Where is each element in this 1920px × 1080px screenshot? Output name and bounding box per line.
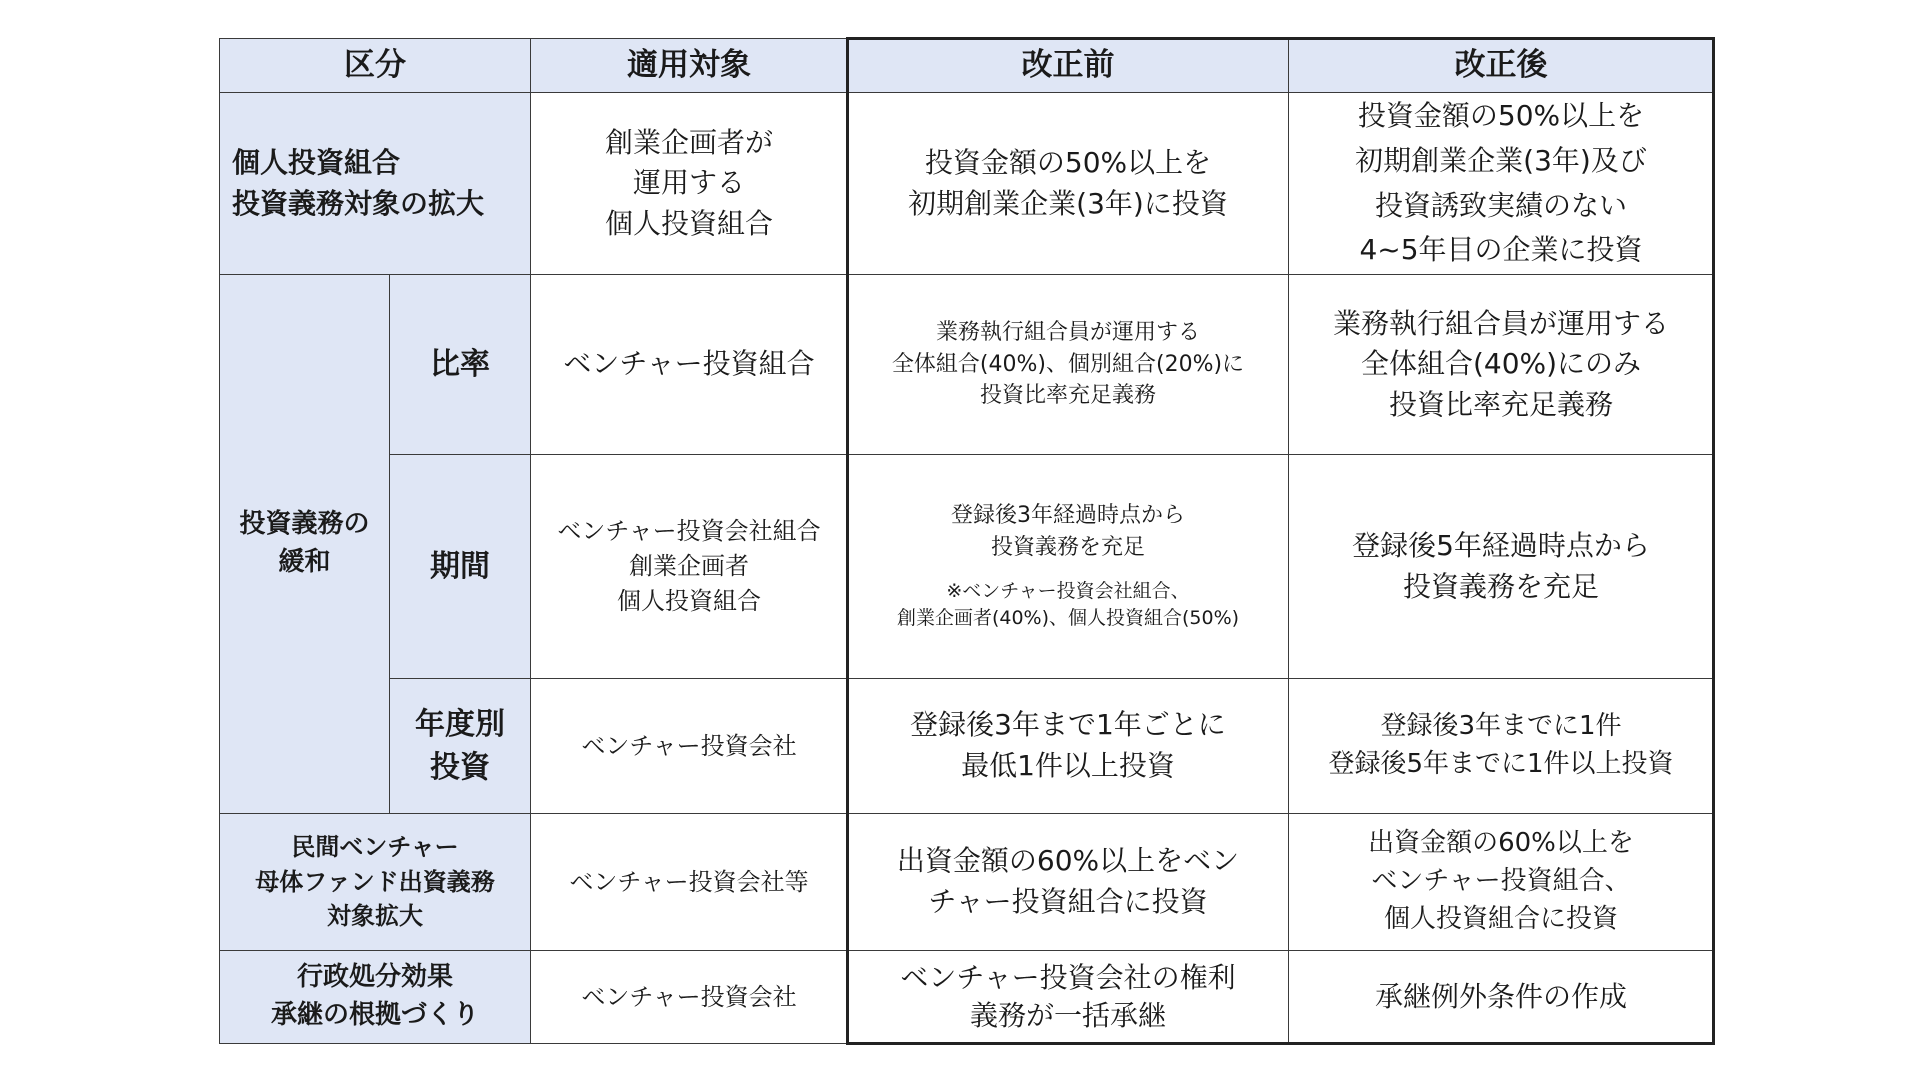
after-period: 登録後5年経過時点から 投資義務を充足 [1288, 454, 1714, 679]
after-private: 出資金額の60%以上を ベンチャー投資組合、 個人投資組合に投資 [1288, 813, 1714, 951]
row-label-individual: 個人投資組合 投資義務対象の拡大 [219, 92, 531, 275]
row-label-admin: 行政処分効果 承継の根拠づくり [219, 950, 531, 1044]
before-annual: 登録後3年まで1年ごとに 最低1件以上投資 [847, 678, 1289, 814]
before-ratio: 業務執行組合員が運用する 全体組合(40%)、個別組合(20%)に 投資比率充足義務 [847, 274, 1289, 455]
header-target: 適用対象 [530, 38, 848, 93]
before-private: 出資金額の60%以上をベン チャー投資組合に投資 [847, 813, 1289, 951]
target-annual: ベンチャー投資会社 [530, 678, 848, 814]
before-period: 登録後3年経過時点から 投資義務を充足 ※ベンチャー投資会社組合、 創業企画者(40%)、個人投資組合(50%) [847, 454, 1289, 679]
after-ratio: 業務執行組合員が運用する 全体組合(40%)にのみ 投資比率充足義務 [1288, 274, 1714, 455]
after-individual: 投資金額の50%以上を 初期創業企業(3年)及び 投資誘致実績のない 4~5年目の企業に投資 [1288, 92, 1714, 275]
before-individual: 投資金額の50%以上を 初期創業企業(3年)に投資 [847, 92, 1289, 275]
header-before: 改正前 [847, 38, 1289, 93]
header-category: 区分 [219, 38, 531, 93]
after-admin: 承継例外条件の作成 [1288, 950, 1714, 1044]
reform-comparison-table [219, 38, 1714, 1045]
row-label-private: 民間ベンチャー 母体ファンド出資義務 対象拡大 [219, 813, 531, 951]
before-admin: ベンチャー投資会社の権利 義務が一括承継 [847, 950, 1289, 1044]
row-label-annual: 年度別 投資 [389, 678, 531, 814]
target-period: ベンチャー投資会社組合 創業企画者 個人投資組合 [530, 454, 848, 679]
header-after: 改正後 [1288, 38, 1714, 93]
row-label-period: 期間 [389, 454, 531, 679]
target-ratio: ベンチャー投資組合 [530, 274, 848, 455]
row-label-relax-group: 投資義務の 緩和 [219, 274, 390, 814]
target-individual: 創業企画者が 運用する 個人投資組合 [530, 92, 848, 275]
target-admin: ベンチャー投資会社 [530, 950, 848, 1044]
row-label-ratio: 比率 [389, 274, 531, 455]
before-period-note: ※ベンチャー投資会社組合、 [946, 579, 1190, 602]
target-private: ベンチャー投資会社等 [530, 813, 848, 951]
after-annual: 登録後3年までに1件 登録後5年までに1件以上投資 [1288, 678, 1714, 814]
